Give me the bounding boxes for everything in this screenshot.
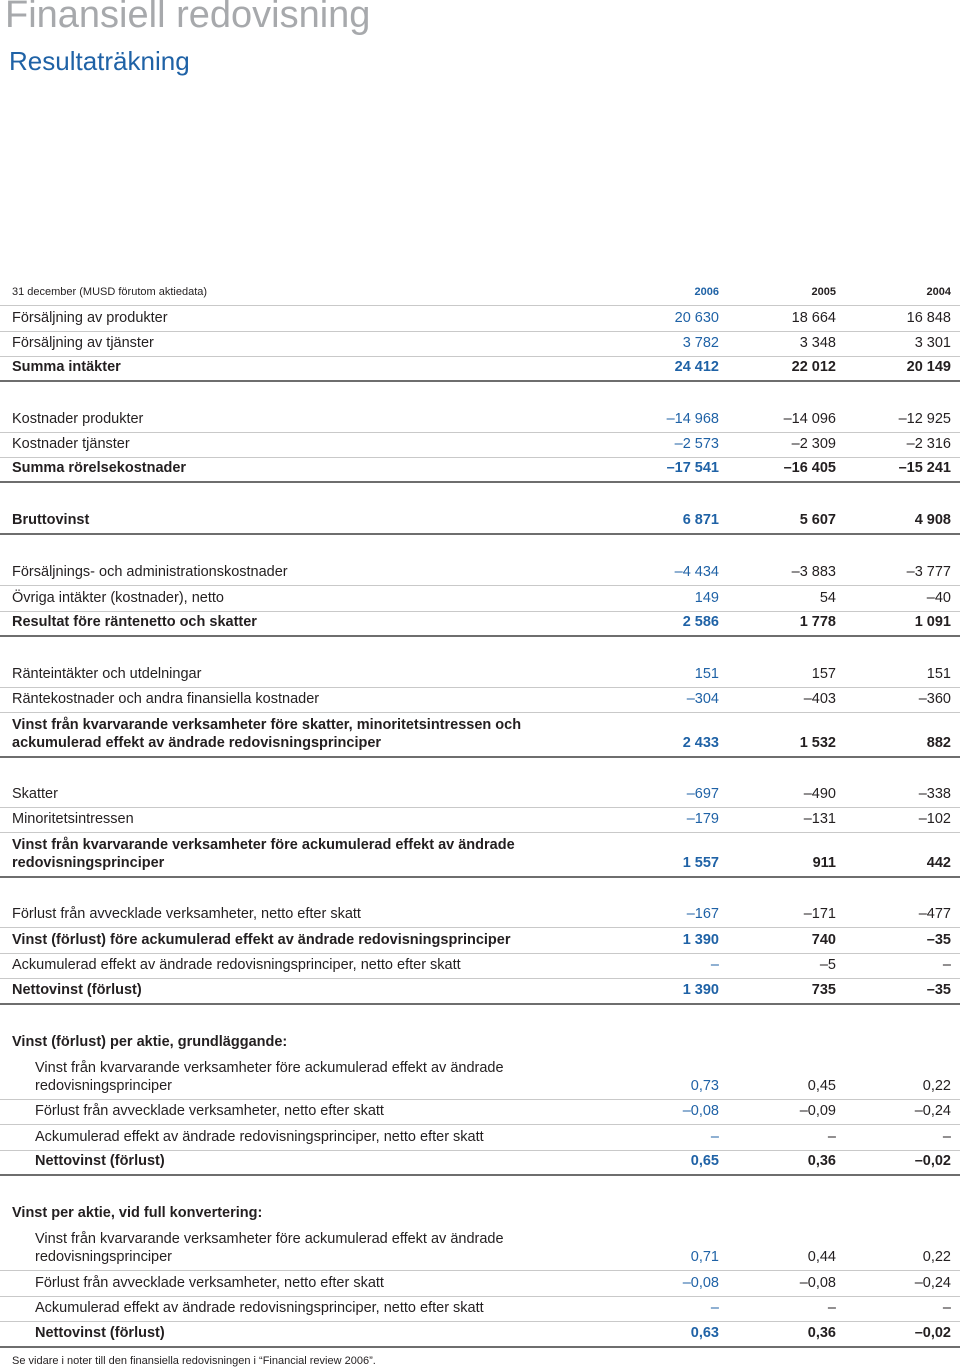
row-value: 2 586 — [682, 614, 719, 630]
row-label: Vinst per aktie, vid full konvertering: — [12, 1205, 263, 1221]
row-label: Ackumulerad effekt av ändrade redovisningsprinciper, netto efter skatt — [12, 957, 461, 973]
row-value: –167 — [686, 906, 719, 922]
table-row — [0, 663, 960, 688]
table-row — [0, 612, 960, 637]
row-value: –0,02 — [914, 1325, 951, 1341]
table-header-row — [0, 281, 960, 306]
row-value: –179 — [686, 811, 719, 827]
row-value: 151 — [694, 666, 719, 682]
row-value: –14 968 — [666, 411, 719, 427]
row-value: – — [710, 957, 719, 973]
column-header-year: 2005 — [811, 286, 836, 298]
row-value: 442 — [926, 855, 951, 871]
row-value: 0,36 — [807, 1153, 836, 1169]
row-label: Förlust från avvecklade verksamheter, netto efter skatt — [35, 1275, 384, 1291]
row-label: Kostnader tjänster — [12, 436, 130, 452]
table-row — [0, 954, 960, 979]
row-value: 54 — [819, 590, 836, 606]
row-value: –2 309 — [791, 436, 836, 452]
row-value: 0,44 — [807, 1249, 836, 1265]
row-label: Skatter — [12, 786, 58, 802]
row-value: – — [942, 957, 951, 973]
row-value: 18 664 — [791, 310, 836, 326]
table-row — [0, 332, 960, 357]
row-value: –3 883 — [791, 564, 836, 580]
row-label: Ackumulerad effekt av ändrade redovisningsprinciper, netto efter skatt — [35, 1129, 484, 1145]
row-value: 1 091 — [914, 614, 951, 630]
column-header-year: 2004 — [926, 286, 951, 298]
row-value: –2 316 — [906, 436, 951, 452]
row-label: Försäljning av produkter — [12, 310, 168, 326]
row-value: –0,09 — [799, 1103, 836, 1119]
row-label: Försäljning av tjänster — [12, 335, 154, 351]
row-label: Nettovinst (förlust) — [12, 982, 142, 998]
row-value: – — [827, 1300, 836, 1316]
table-row — [0, 357, 960, 382]
row-value: 0,63 — [690, 1325, 719, 1341]
row-value: –0,08 — [682, 1103, 719, 1119]
row-label: Förlust från avvecklade verksamheter, netto efter skatt — [35, 1103, 384, 1119]
row-value: –0,24 — [914, 1103, 951, 1119]
row-value: –403 — [803, 691, 836, 707]
row-value: –360 — [918, 691, 951, 707]
section-title: Resultaträkning — [9, 46, 190, 76]
table-row — [0, 1125, 960, 1151]
page-title: Finansiell redovisning — [5, 0, 371, 36]
row-label: Summa rörelsekostnader — [12, 460, 187, 476]
row-value: 22 012 — [791, 359, 836, 375]
row-label: Kostnader produkter — [12, 411, 144, 427]
row-value: 149 — [694, 590, 719, 606]
row-value: 1 532 — [799, 735, 836, 751]
row-label: Bruttovinst — [12, 512, 90, 528]
row-value: –12 925 — [898, 411, 951, 427]
row-value: 1 390 — [682, 932, 719, 948]
row-value: 0,71 — [690, 1249, 719, 1265]
row-value: 0,22 — [922, 1078, 951, 1094]
row-value: –15 241 — [898, 460, 951, 476]
row-label: Ränteintäkter och utdelningar — [12, 666, 202, 682]
table-row — [0, 306, 960, 332]
table-row — [0, 586, 960, 612]
table-row — [0, 433, 960, 458]
row-value: 740 — [811, 932, 836, 948]
table-row — [0, 979, 960, 1005]
row-value: 0,36 — [807, 1325, 836, 1341]
row-value: 911 — [812, 855, 836, 871]
row-value: 20 149 — [906, 359, 951, 375]
table-row — [0, 1151, 960, 1176]
row-value: –477 — [918, 906, 951, 922]
table-row — [0, 1201, 960, 1226]
row-value: 5 607 — [799, 512, 836, 528]
row-value: –304 — [686, 691, 719, 707]
row-label: Vinst (förlust) före ackumulerad effekt av ändrade redovisningsprinciper — [12, 932, 511, 948]
row-label: Vinst från kvarvarande verksamheter före ackumulerad effekt av ändrade redovisningsprinciper — [35, 1060, 504, 1094]
table-row — [0, 928, 960, 954]
row-label: Övriga intäkter (kostnader), netto — [12, 590, 224, 606]
row-value: – — [710, 1129, 719, 1145]
row-label: Minoritetsintressen — [12, 811, 134, 827]
table-row — [0, 1100, 960, 1125]
row-value: – — [942, 1300, 951, 1316]
row-value: –338 — [918, 786, 951, 802]
row-value: 882 — [926, 735, 951, 751]
row-value: –16 405 — [783, 460, 836, 476]
table-row — [0, 458, 960, 483]
row-value: –0,08 — [799, 1275, 836, 1291]
table-row — [0, 1271, 960, 1297]
row-value: – — [827, 1129, 836, 1145]
row-value: –2 573 — [674, 436, 719, 452]
row-label: Vinst från kvarvarande verksamheter före ackumulerad effekt av ändrade redovisningsprinciper — [35, 1231, 504, 1265]
table-row — [0, 808, 960, 833]
row-label: Resultat före räntenetto och skatter — [12, 614, 257, 630]
row-label: Vinst (förlust) per aktie, grundläggande: — [12, 1034, 288, 1050]
table-row — [0, 1226, 960, 1271]
row-value: 3 782 — [682, 335, 719, 351]
row-value: –14 096 — [783, 411, 836, 427]
column-header-label: 31 december (MUSD förutom aktiedata) — [12, 286, 208, 298]
row-value: 1 390 — [682, 982, 719, 998]
row-value: –0,08 — [682, 1275, 719, 1291]
row-label: Nettovinst (förlust) — [35, 1153, 165, 1169]
table-row — [0, 833, 960, 878]
row-value: –17 541 — [666, 460, 719, 476]
row-value: 3 348 — [799, 335, 836, 351]
row-value: – — [710, 1300, 719, 1316]
table-row — [0, 1055, 960, 1100]
row-value: –3 777 — [906, 564, 951, 580]
row-value: –5 — [819, 957, 836, 973]
table-row — [0, 408, 960, 433]
row-value: 2 433 — [682, 735, 719, 751]
row-label: Ackumulerad effekt av ändrade redovisningsprinciper, netto efter skatt — [35, 1300, 484, 1316]
row-value: –40 — [926, 590, 951, 606]
table-row — [0, 561, 960, 586]
table-row — [0, 903, 960, 928]
table-row — [0, 1297, 960, 1322]
row-value: –131 — [803, 811, 836, 827]
footnote: Se vidare i noter till den finansiella redovisningen i “Financial review 2006”. — [12, 1355, 376, 1367]
row-value: 3 301 — [914, 335, 951, 351]
row-value: 735 — [811, 982, 836, 998]
row-label: Försäljnings- och administrationskostnader — [12, 564, 288, 580]
row-value: 1 557 — [682, 855, 719, 871]
row-value: 0,22 — [922, 1249, 951, 1265]
table-row — [0, 783, 960, 808]
row-value: –4 434 — [674, 564, 719, 580]
row-value: –490 — [803, 786, 836, 802]
row-value: 6 871 — [682, 512, 719, 528]
row-value: 24 412 — [674, 359, 719, 375]
row-label: Räntekostnader och andra finansiella kostnader — [12, 691, 320, 707]
row-value: 20 630 — [674, 310, 719, 326]
row-value: 151 — [926, 666, 951, 682]
row-label: Vinst från kvarvarande verksamheter före ackumulerad effekt av ändrade redovisningsprinciper — [12, 837, 515, 871]
row-label: Förlust från avvecklade verksamheter, netto efter skatt — [12, 906, 361, 922]
table-row — [0, 688, 960, 713]
row-value: –0,24 — [914, 1275, 951, 1291]
row-label: Summa intäkter — [12, 359, 121, 375]
row-value: –0,02 — [914, 1153, 951, 1169]
table-row — [0, 510, 960, 535]
table-row — [0, 1030, 960, 1055]
row-label: Nettovinst (förlust) — [35, 1325, 165, 1341]
row-value: – — [942, 1129, 951, 1145]
table-row — [0, 713, 960, 758]
row-value: 0,45 — [807, 1078, 836, 1094]
row-value: –102 — [918, 811, 951, 827]
row-label: Vinst från kvarvarande verksamheter före skatter, minoritetsintressen och ackumulerad effekt av ändrade redovisningsprinciper — [12, 717, 522, 751]
row-value: –697 — [686, 786, 719, 802]
row-value: 4 908 — [914, 512, 951, 528]
row-value: 0,65 — [690, 1153, 719, 1169]
row-value: 157 — [811, 666, 836, 682]
row-value: –171 — [803, 906, 836, 922]
row-value: –35 — [926, 982, 951, 998]
table-row — [0, 1322, 960, 1348]
row-value: 16 848 — [906, 310, 951, 326]
row-value: 1 778 — [799, 614, 836, 630]
row-value: –35 — [926, 932, 951, 948]
row-value: 0,73 — [690, 1078, 719, 1094]
column-header-year: 2006 — [694, 286, 719, 298]
